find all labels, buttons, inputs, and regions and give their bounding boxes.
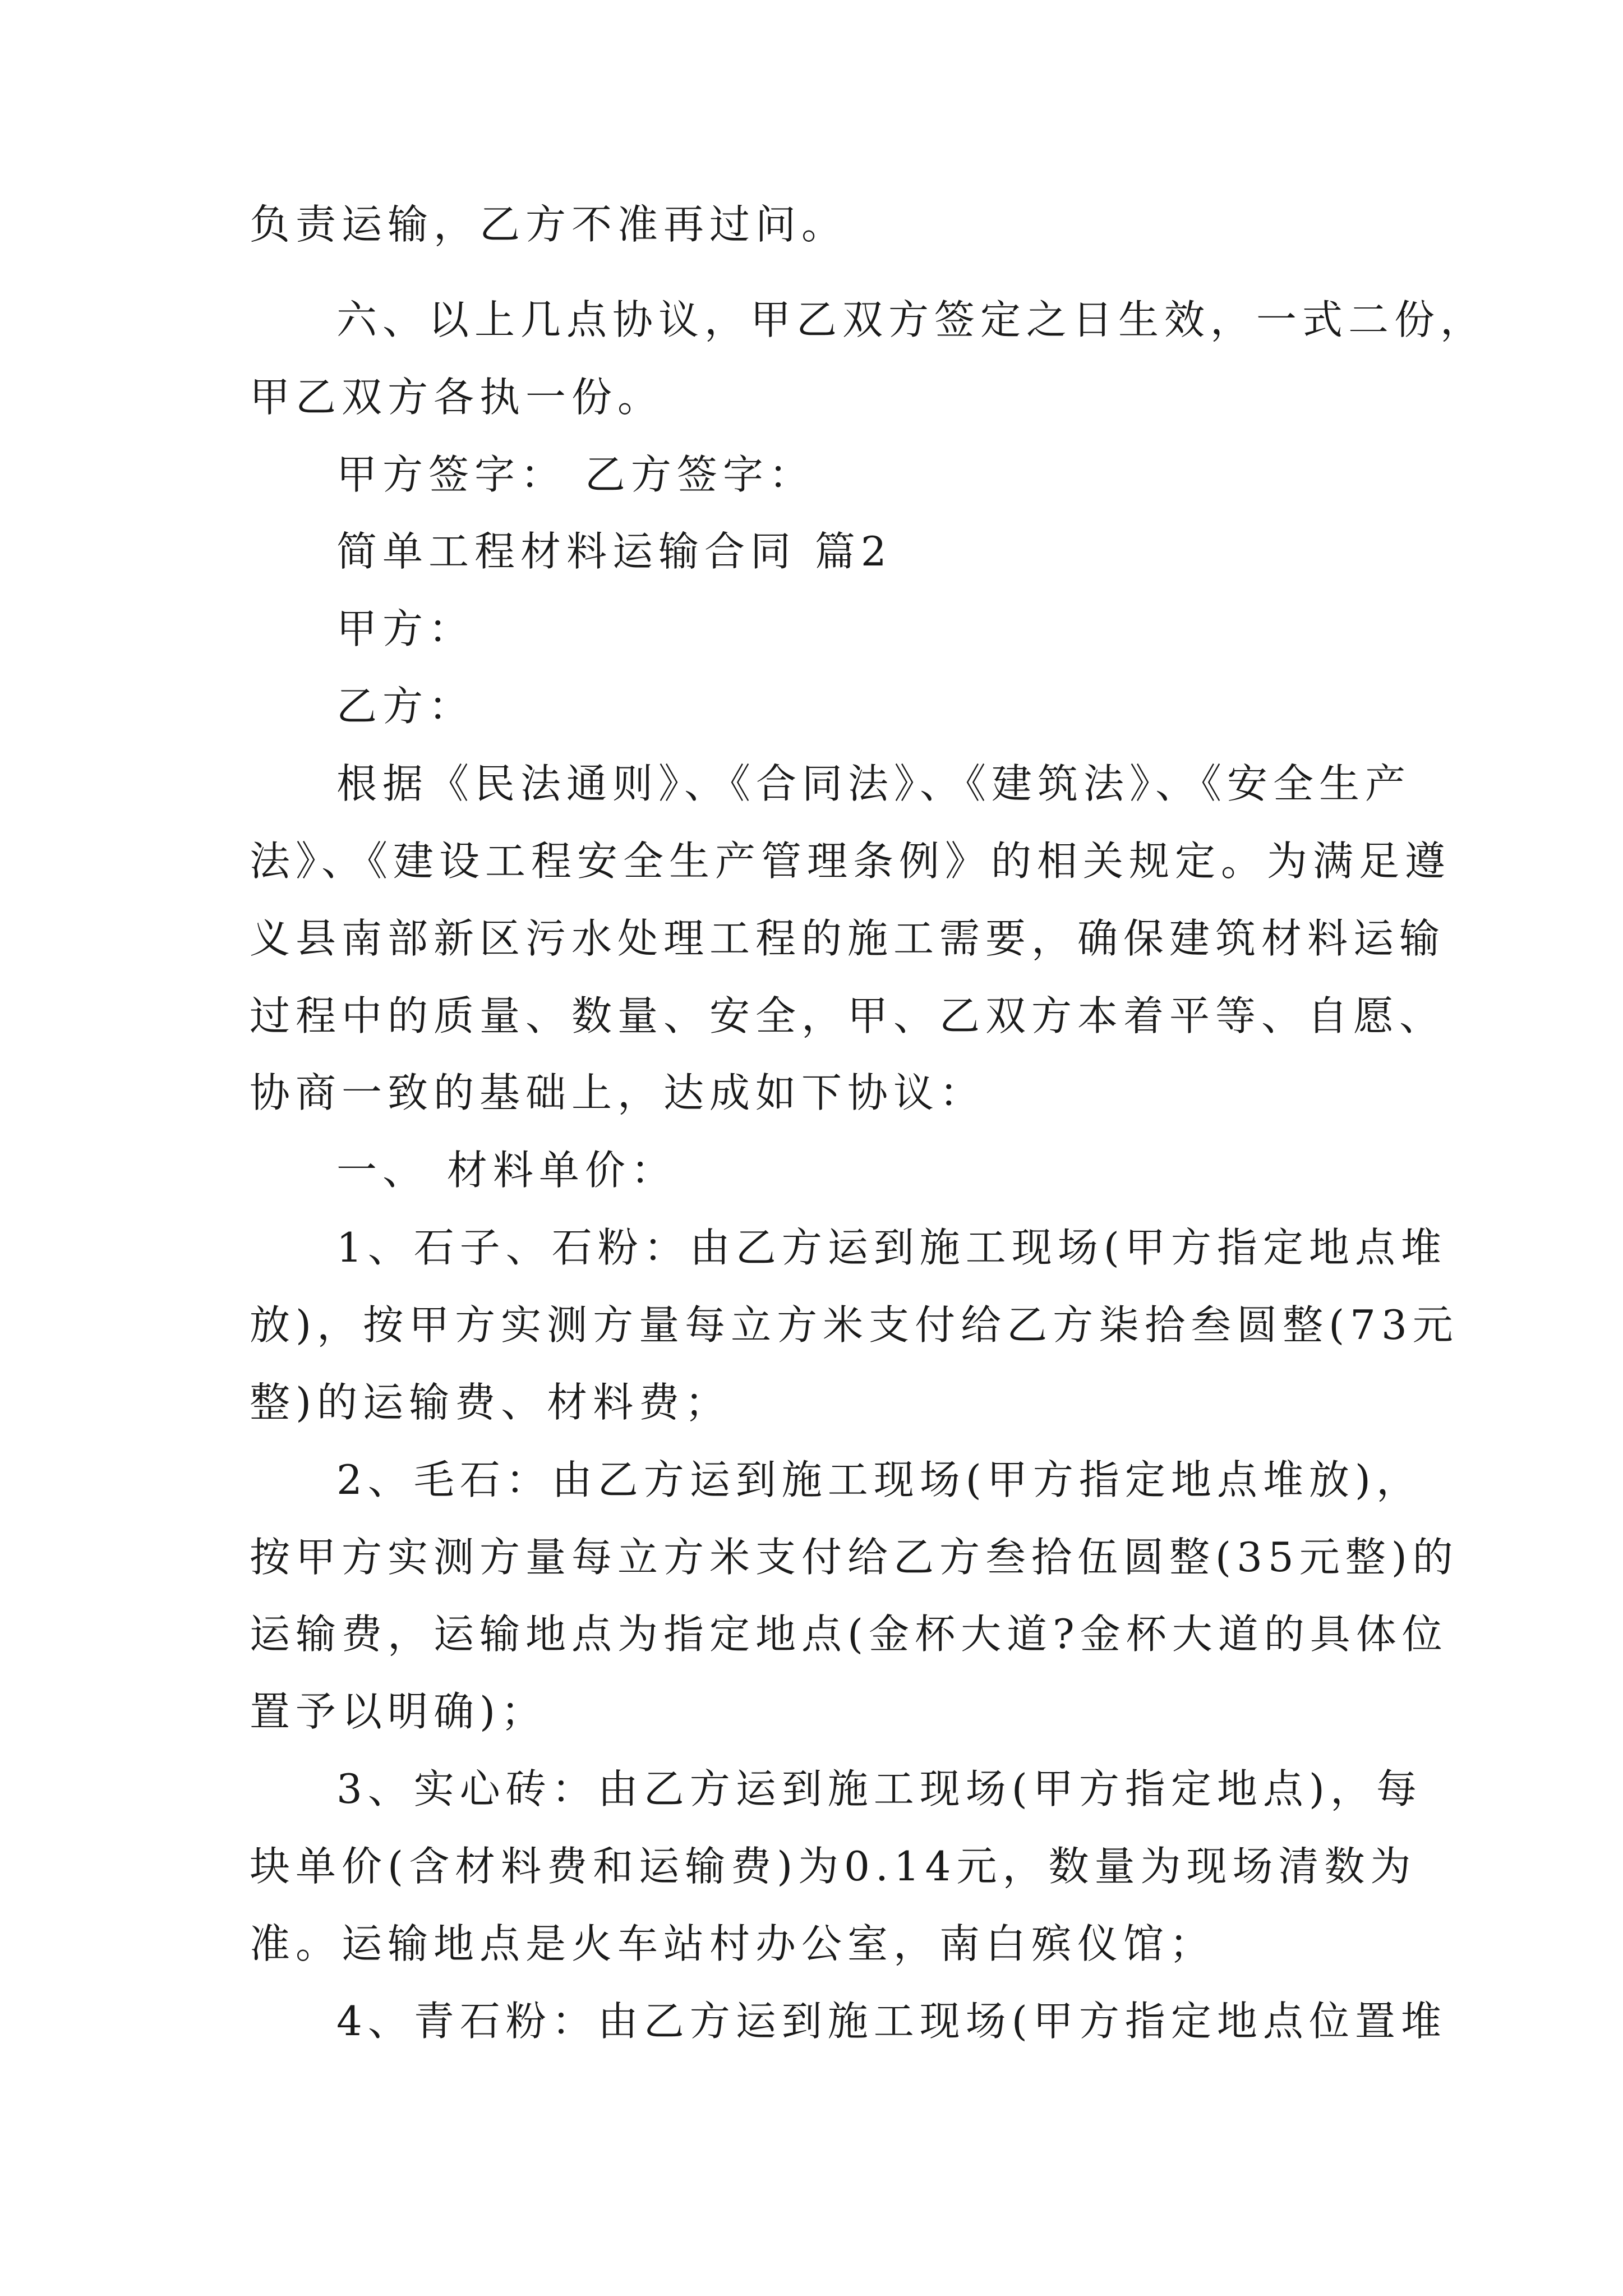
party-a-label: 甲方： [336,605,475,652]
paragraph-line: 置予以明确)； [250,1688,547,1735]
paragraph-line: 1、石子、石粉：由乙方运到施工现场(甲方指定地点堆 [336,1224,1447,1271]
signature-line: 甲方签字： 乙方签字： [336,451,815,498]
paragraph-line: 过程中的质量、数量、安全，甲、乙双方本着平等、自愿、 [250,992,1446,1039]
paragraph-line: 准。运输地点是火车站村办公室，南白殡仪馆； [250,1920,1216,1967]
paragraph-line: 放)，按甲方实测方量每立方米支付给乙方柒拾叁圆整(73元 [250,1301,1459,1349]
paragraph-line: 整)的运输费、材料费； [250,1379,731,1426]
paragraph-line: 根据《民法通则》、《合同法》、《建筑法》、《安全生产 [336,760,1412,807]
paragraph-line: 按甲方实测方量每立方米支付给乙方叁拾伍圆整(35元整)的 [250,1534,1459,1581]
paragraph-line: 4、青石粉：由乙方运到施工现场(甲方指定地点位置堆 [336,1998,1447,2045]
paragraph-line: 负责运输，乙方不准再过问。 [250,201,848,248]
section-title: 简单工程材料运输合同 篇2 [336,528,892,575]
paragraph-line: 甲乙双方各执一份。 [250,374,664,421]
paragraph-line: 3、实心砖：由乙方运到施工现场(甲方指定地点)，每 [336,1765,1422,1812]
paragraph-line: 2、毛石：由乙方运到施工现场(甲方指定地点堆放)， [336,1456,1422,1503]
section-heading: 一、 材料单价： [336,1147,677,1194]
paragraph-line: 协商一致的基础上，达成如下协议： [250,1069,986,1116]
paragraph-line: 六、以上几点协议，甲乙双方签定之日生效，一式二份， [336,296,1487,343]
party-b-label: 乙方： [336,683,475,730]
paragraph-line: 块单价(含材料费和运输费)为0.14元，数量为现场清数为 [250,1843,1417,1890]
paragraph-line: 法》、《建设工程安全生产管理条例》的相关规定。为满足遵 [250,838,1451,885]
paragraph-line: 运输费，运输地点为指定地点(金杯大道?金杯大道的具体位 [250,1611,1448,1658]
paragraph-line: 义县南部新区污水处理工程的施工需要，确保建筑材料运输 [250,915,1446,962]
